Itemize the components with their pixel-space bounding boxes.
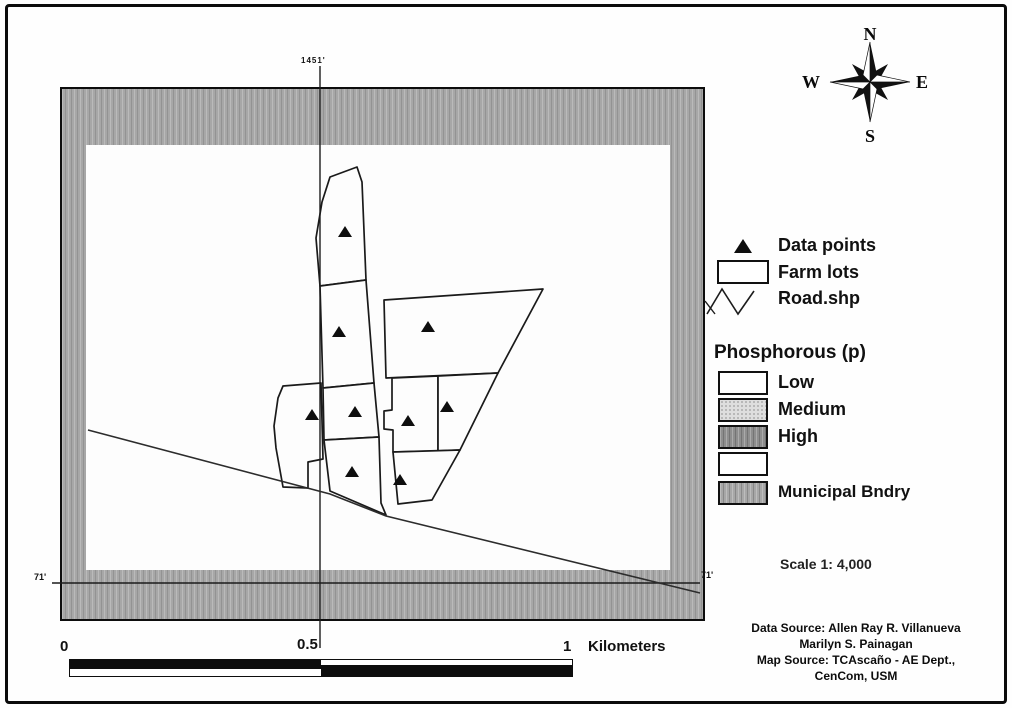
farm-lots-swatch xyxy=(717,260,769,284)
legend-label-road-shp: Road.shp xyxy=(778,288,861,308)
scale-bar-segment-left xyxy=(70,660,321,676)
scale-ratio-note: Scale 1: 4,000 xyxy=(780,556,872,572)
phosphorous-swatch-high xyxy=(718,425,768,449)
road-zigzag-icon xyxy=(704,284,770,318)
scalebar-tick-0-5: 0.5 xyxy=(297,636,318,653)
municipal-boundary-swatch xyxy=(718,481,768,505)
credit-line: CenCom, USM xyxy=(814,669,898,683)
phosphorous-label-medium: Medium xyxy=(778,399,847,419)
scalebar-tick-0: 0 xyxy=(60,638,69,655)
phosphorous-swatch-low xyxy=(718,371,768,395)
graticule-label-right: 71' xyxy=(701,570,714,580)
legend-label-farm-lots: Farm lots xyxy=(778,262,860,282)
scalebar-unit-label: Kilometers xyxy=(588,638,666,655)
compass-east-label: E xyxy=(916,72,929,92)
scale-bar xyxy=(69,659,573,677)
scale-bar-segment-right xyxy=(321,660,572,676)
map-interior xyxy=(86,145,670,570)
credit-line: Marilyn S. Painagan xyxy=(799,637,913,651)
graticule-label-left: 71' xyxy=(34,572,47,582)
compass-west-label: W xyxy=(802,72,820,92)
phosphorous-swatch-unlabeled xyxy=(718,452,768,476)
compass-rose xyxy=(798,10,942,160)
phosphorous-label-low: Low xyxy=(778,372,814,392)
scalebar-tick-1: 1 xyxy=(563,638,572,655)
phosphorous-legend-title: Phosphorous (p) xyxy=(714,342,866,363)
compass-north-label: N xyxy=(863,24,877,44)
legend-label-data-points: Data points xyxy=(778,235,877,255)
compass-south-label: S xyxy=(864,126,875,146)
phosphorous-label-high: High xyxy=(778,426,818,446)
graticule-label-top: 1451' xyxy=(301,56,326,65)
credit-line: Map Source: TCAscaño - AE Dept., xyxy=(756,653,956,667)
municipal-boundary-label: Municipal Bndry xyxy=(778,482,911,501)
credits-block xyxy=(716,620,996,684)
data-points-triangle-icon xyxy=(733,238,753,254)
phosphorous-swatch-medium xyxy=(718,398,768,422)
credit-line: Data Source: Allen Ray R. Villanueva xyxy=(751,621,961,635)
